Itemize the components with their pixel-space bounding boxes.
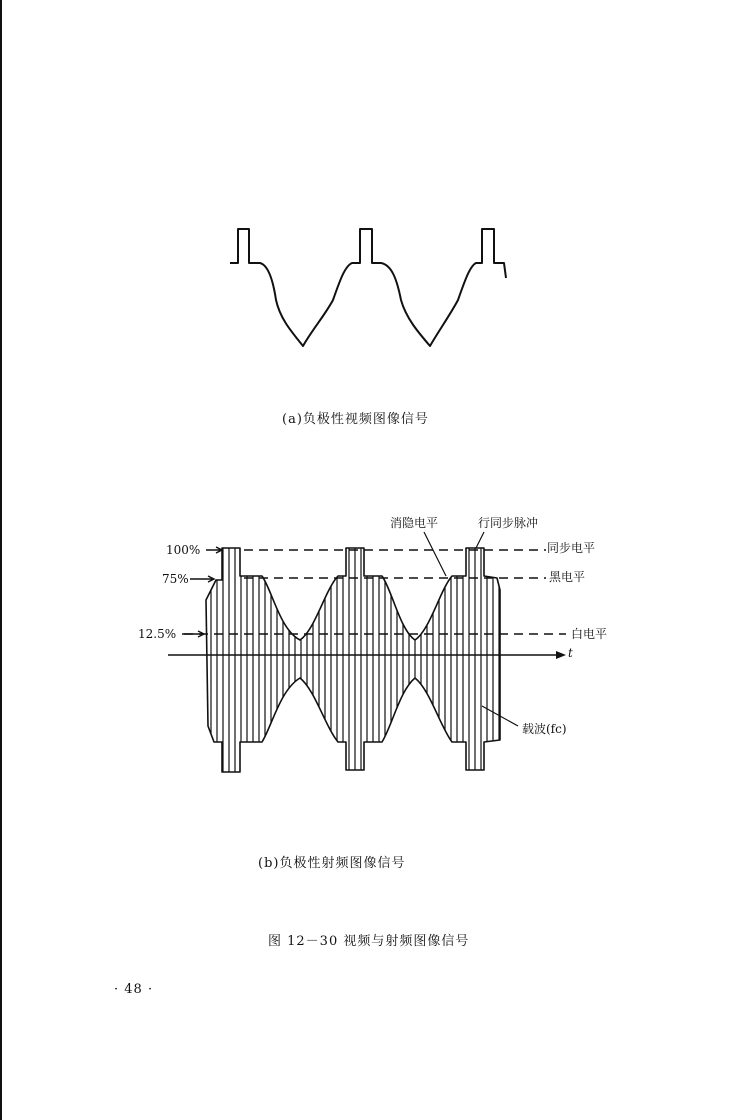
- level-12-5-arrow: [182, 631, 204, 637]
- blanking-level-label: 消隐电平: [390, 516, 439, 530]
- video-signal-waveform: [230, 229, 506, 346]
- level-100-arrow: [206, 547, 222, 553]
- black-level-label: 黑电平: [549, 570, 586, 584]
- level-12-5-label: 12.5%: [138, 627, 177, 641]
- figure-title: 图 12－30 视频与射频图像信号: [268, 934, 470, 949]
- level-75-arrow: [190, 576, 214, 582]
- white-level-label: 白电平: [571, 627, 608, 641]
- level-100-label: 100%: [166, 543, 201, 557]
- carrier-label: 载波(fc): [522, 722, 567, 736]
- blanking-leader: [424, 532, 446, 576]
- page-number: · 48 ·: [114, 982, 154, 997]
- sync-level-label: 同步电平: [547, 541, 596, 555]
- line-sync-pulse-label: 行同步脉冲: [478, 516, 539, 530]
- level-75-label: 75%: [162, 572, 189, 586]
- caption-a: (a)负极性视频图像信号: [282, 412, 429, 427]
- sync-pulse-leader: [476, 532, 484, 548]
- time-axis-label: t: [568, 646, 573, 660]
- caption-b: (b)负极性射频图像信号: [258, 856, 406, 871]
- time-axis-arrow: [556, 651, 566, 659]
